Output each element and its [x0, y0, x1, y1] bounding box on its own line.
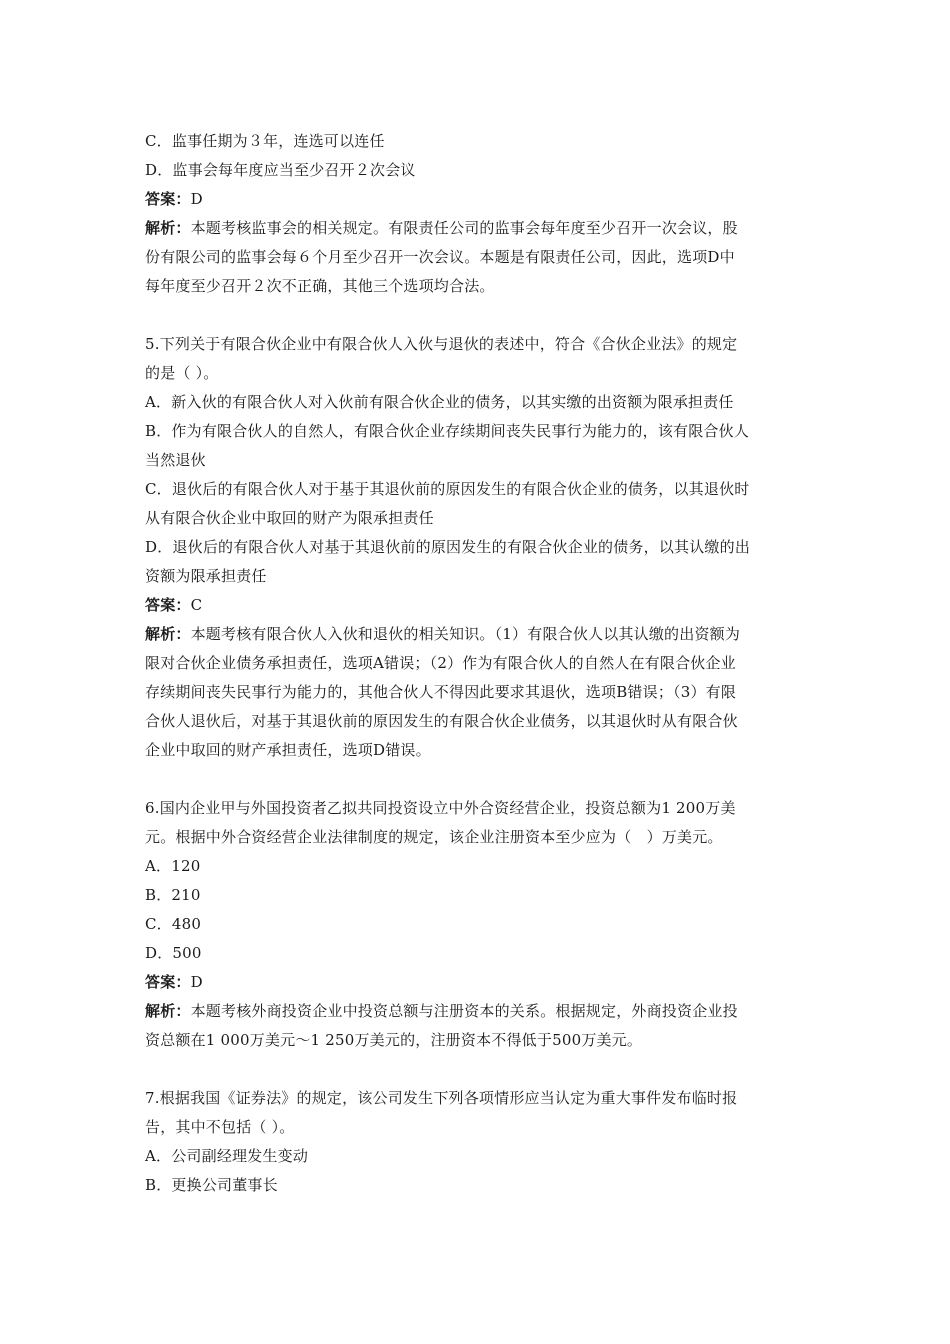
answer-label: 答案： — [145, 190, 191, 208]
q5-analysis-line-2: 限对合伙企业债务承担责任，选项A错误；（2）作为有限合伙人的自然人在有限合伙企业 — [145, 654, 736, 672]
q6-option-b: B．210 — [145, 886, 201, 904]
q5-answer — [145, 591, 810, 620]
analysis-text: 本题考核外商投资企业中投资总额与注册资本的关系。根据规定，外商投资企业投 — [190, 1002, 738, 1020]
q5-stem-line-2: 的是（ ）。 — [145, 364, 219, 382]
answer-value: D — [190, 190, 203, 208]
answer-value: C — [190, 596, 203, 614]
q4-answer — [145, 185, 810, 214]
spacer — [145, 1055, 810, 1084]
q6-stem-line-1: 6.国内企业甲与外国投资者乙拟共同投资设立中外合资经营企业，投资总额为1 200万美 — [145, 799, 736, 817]
answer-label: 答案： — [145, 596, 191, 614]
q6-option-c: C．480 — [145, 915, 202, 933]
q5-option-c-line-1: C．退伙后的有限合伙人对于基于其退伙前的原因发生的有限合伙企业的债务，以其退伙时 — [145, 480, 750, 498]
q5-analysis-line-5: 企业中取回的财产承担责任，选项D错误。 — [145, 741, 431, 759]
q7-option-a: A．公司副经理发生变动 — [145, 1147, 309, 1165]
q5-analysis-line-4: 合伙人退伙后，对基于其退伙前的原因发生的有限合伙企业债务，以其退伙时从有限合伙 — [145, 712, 738, 730]
analysis-text: 本题考核监事会的相关规定。有限责任公司的监事会每年度至少召开一次会议，股 — [190, 219, 738, 237]
spacer — [145, 301, 810, 330]
q6-option-d: D．500 — [145, 944, 202, 962]
q5-option-b-line-2: 当然退伙 — [145, 451, 206, 469]
q5-option-a: A．新入伙的有限合伙人对入伙前有限合伙企业的债务，以其实缴的出资额为限承担责任 — [145, 393, 734, 411]
q5-option-b-line-1: B．作为有限合伙人的自然人，有限合伙企业存续期间丧失民事行为能力的，该有限合伙人 — [145, 422, 750, 440]
q7-option-b: B．更换公司董事长 — [145, 1176, 278, 1194]
q6-option-a: A．120 — [145, 857, 201, 875]
answer-label: 答案： — [145, 973, 191, 991]
q5-option-c-line-2: 从有限合伙企业中取回的财产为限承担责任 — [145, 509, 434, 527]
analysis-label: 解析： — [145, 219, 191, 237]
analysis-label: 解析： — [145, 625, 191, 643]
analysis-label: 解析： — [145, 1002, 191, 1020]
q5-stem-line-1: 5.下列关于有限合伙企业中有限合伙人入伙与退伙的表述中，符合《合伙企业法》的规定 — [145, 335, 738, 353]
q5-option-d-line-2: 资额为限承担责任 — [145, 567, 267, 585]
q4-analysis-line-2: 份有限公司的监事会每６个月至少召开一次会议。本题是有限责任公司，因此，选项D中 — [145, 248, 735, 266]
q5-analysis-line-1 — [145, 620, 810, 649]
spacer — [145, 765, 810, 794]
q6-analysis-line-1 — [145, 997, 810, 1026]
document-page — [145, 127, 810, 1200]
q7-stem-line-2: 告，其中不包括（ ）。 — [145, 1118, 295, 1136]
q6-answer — [145, 968, 810, 997]
q4-option-c: C．监事任期为３年，连选可以连任 — [145, 132, 385, 150]
answer-value: D — [190, 973, 203, 991]
q4-analysis-line-3: 每年度至少召开２次不正确，其他三个选项均合法。 — [145, 277, 495, 295]
q5-option-d-line-1: D．退伙后的有限合伙人对基于其退伙前的原因发生的有限合伙企业的债务，以其认缴的出 — [145, 538, 751, 556]
q5-analysis-line-3: 存续期间丧失民事行为能力的，其他合伙人不得因此要求其退伙，选项B错误；（3）有限 — [145, 683, 737, 701]
q6-stem-line-2: 元。根据中外合资经营企业法律制度的规定，该企业注册资本至少应为（ ）万美元。 — [145, 828, 723, 846]
q4-option-d: D．监事会每年度应当至少召开２次会议 — [145, 161, 416, 179]
q4-analysis-line-1 — [145, 214, 810, 243]
q6-analysis-line-2: 资总额在1 000万美元～1 250万美元的，注册资本不得低于500万美元。 — [145, 1031, 643, 1049]
analysis-text: 本题考核有限合伙人入伙和退伙的相关知识。（1）有限合伙人以其认缴的出资额为 — [190, 625, 741, 643]
q7-stem-line-1: 7.根据我国《证券法》的规定，该公司发生下列各项情形应当认定为重大事件发布临时报 — [145, 1089, 738, 1107]
